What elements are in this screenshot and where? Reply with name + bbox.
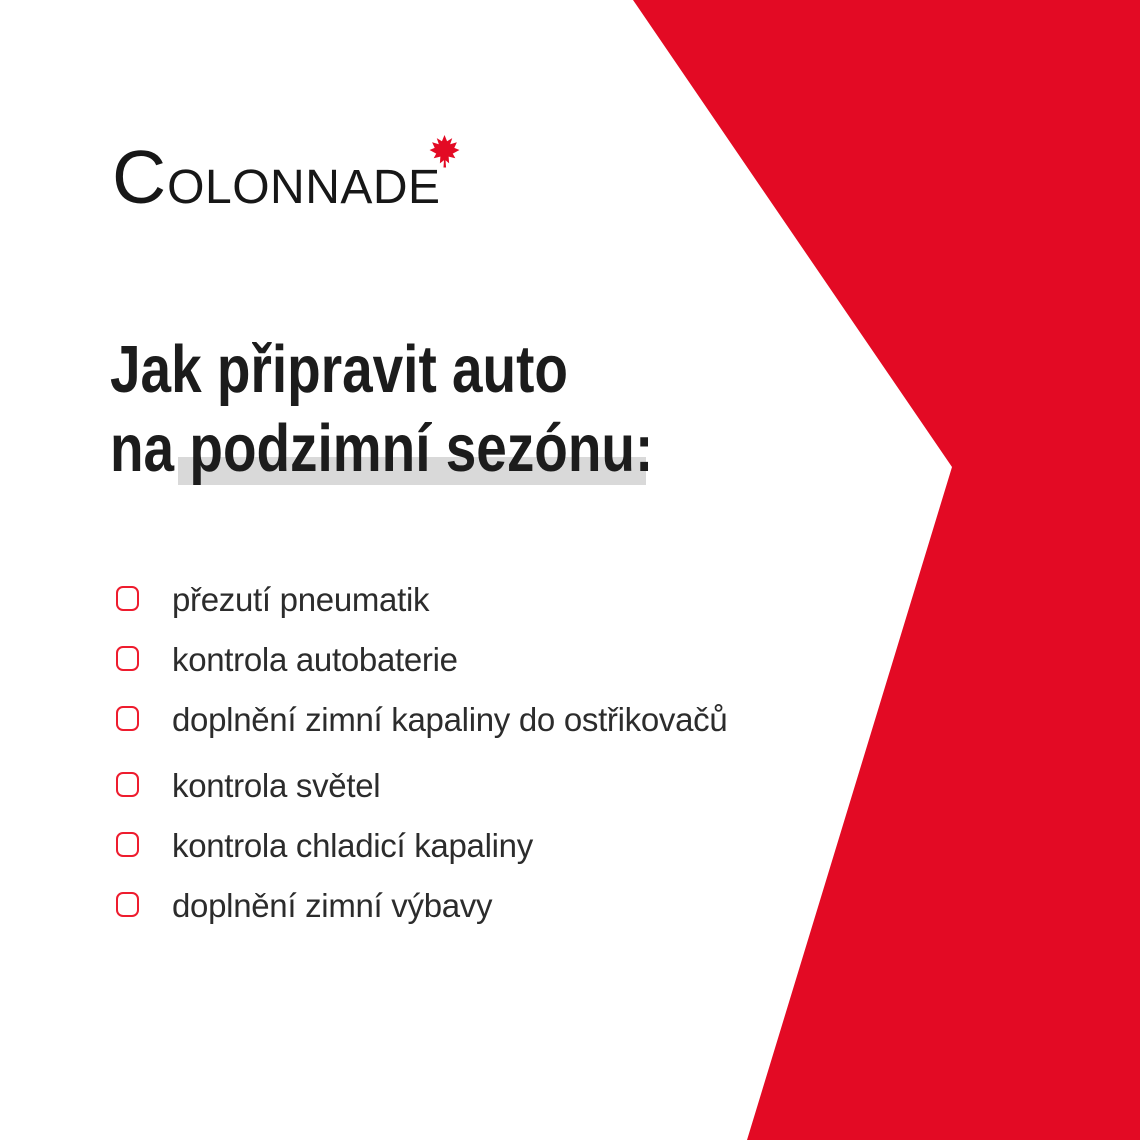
checklist-item (116, 581, 727, 618)
checkbox-icon[interactable] (116, 646, 139, 671)
checklist-item (116, 641, 727, 678)
checklist (116, 581, 728, 924)
page-title-line1: Jak připravit auto (110, 332, 568, 407)
checklist-item-label: doplnění zimní výbavy (172, 887, 493, 924)
checkbox-icon[interactable] (116, 706, 139, 731)
checklist-item (116, 767, 727, 804)
checklist-item (116, 701, 728, 738)
maple-leaf-icon (426, 135, 463, 168)
checklist-item-label: doplnění zimní kapaliny do ostřikovačů (172, 701, 728, 738)
checkbox-icon[interactable] (116, 586, 139, 611)
page-title (110, 330, 653, 488)
checkbox-icon[interactable] (116, 832, 139, 857)
page-title-line2: na podzimní sezónu: (110, 411, 654, 486)
checkbox-icon[interactable] (116, 892, 139, 917)
logo-wordmark-initial: C (112, 135, 168, 219)
logo-wordmark-rest: OLONNADE (167, 161, 441, 214)
checklist-item (116, 827, 727, 864)
checklist-item (116, 887, 727, 924)
checklist-item-label: přezutí pneumatik (172, 581, 430, 618)
checklist-item-label: kontrola světel (172, 767, 381, 804)
colonnade-logo (112, 134, 441, 220)
checklist-item-label: kontrola chladicí kapaliny (172, 827, 533, 864)
checklist-item-label: kontrola autobaterie (172, 641, 458, 678)
checkbox-icon[interactable] (116, 772, 139, 797)
